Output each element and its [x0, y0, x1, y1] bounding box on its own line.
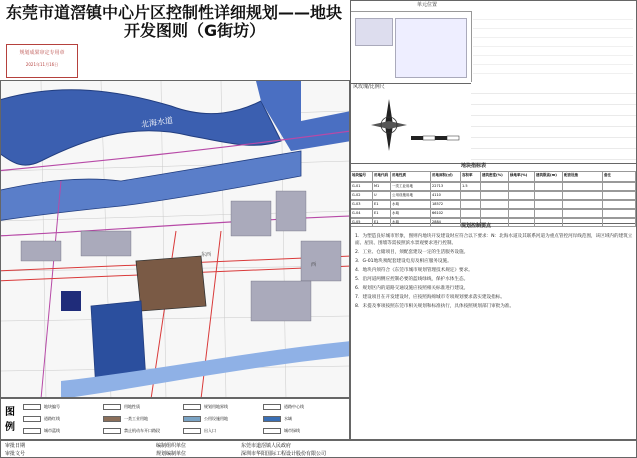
table-cell: [461, 201, 481, 209]
control-note: 7．建设项目在开发建设时，应按照海绵城市专项规划要求落实建设指标。: [355, 295, 505, 300]
table-cell: [535, 183, 563, 191]
scale-bar-icon: [411, 133, 466, 143]
legend-item: [263, 425, 343, 437]
legend-item: [23, 413, 103, 425]
table-cell: [563, 183, 603, 191]
table-cell: [535, 210, 563, 218]
table-cell: [603, 210, 636, 218]
control-note: 3．G-01地块须配套建设电房及相应服务设施。: [355, 259, 452, 264]
table-row: [351, 182, 636, 191]
legend-heading: 图 例: [5, 407, 15, 433]
table-cell: [509, 192, 535, 200]
footer-row1-label: 审批日期: [5, 443, 26, 449]
table-cell: 66102: [431, 210, 461, 218]
footer-row2-mid: 规划编制单位: [156, 451, 187, 457]
footer-row1-value: 东莞市道滘镇人民政府: [241, 443, 292, 449]
legend-swatch: [103, 428, 121, 434]
table-cell: [509, 201, 535, 209]
table-header-cell: 建筑限高(m): [535, 172, 563, 182]
table-cell: G-05: [351, 219, 373, 227]
table-cell: 水域: [391, 201, 431, 209]
control-note: 1．为塑造良好城市形象，图则内地块开发建设时应符合以下要求：N：北海水道及其联系河道为重点管控河岸线范围，该区域内的建筑立面、屋顶、围墙等需按照滨水景观要求进行控制。: [355, 234, 633, 246]
legend-label: 规划用地界线: [204, 404, 228, 409]
table-cell: 22713: [431, 183, 461, 191]
legend-label: 地块编号: [44, 404, 60, 409]
legend-label: 用地性质: [124, 404, 140, 409]
control-note: 6．规划区内的道路交通设施应按照相关标准进行建设。: [355, 286, 469, 291]
table-cell: [603, 192, 636, 200]
table-cell: U: [373, 192, 391, 200]
table-cell: M1: [373, 183, 391, 191]
table-cell: G-03: [351, 201, 373, 209]
unit-info-right: [473, 11, 633, 81]
right-panel: [350, 0, 637, 440]
table-header-cell: 备注: [603, 172, 636, 182]
table-cell: [481, 201, 509, 209]
table-cell: E1: [373, 219, 391, 227]
street-label-east-west: 东西: [201, 252, 212, 258]
table-cell: [481, 210, 509, 218]
legend-swatch: [263, 416, 281, 422]
table-header-cell: 用地面积(㎡): [431, 172, 461, 182]
table-cell: 水域: [391, 219, 431, 227]
legend-swatch: [103, 404, 121, 410]
map-area: [0, 80, 350, 398]
table-cell: [461, 192, 481, 200]
legend-label: 道路红线: [44, 416, 60, 421]
legend-item: [263, 413, 343, 425]
unit-map-thumb: [355, 18, 393, 46]
table-cell: G-04: [351, 210, 373, 218]
indicator-title: 地块指标表: [461, 163, 487, 169]
control-note: 8．未提及事项按照东莞市相关规划和标准执行，具体按照规划部门审批为准。: [355, 304, 515, 309]
control-notes: [355, 233, 633, 312]
legend-item: [263, 401, 343, 413]
footer: [0, 440, 637, 458]
wind-title: 风玫瑰/比例尺: [353, 84, 385, 90]
legend-label: 城市绿线: [284, 428, 300, 433]
legend-swatch: [23, 404, 41, 410]
legend-item: [103, 413, 183, 425]
indicator-section: [351, 163, 636, 224]
table-cell: [481, 183, 509, 191]
table-header-cell: 地块编号: [351, 172, 373, 182]
indicator-table: [351, 171, 636, 227]
title-line2: 开发图则（G街坊）: [124, 21, 266, 40]
table-cell: G-02: [351, 192, 373, 200]
page-title: [6, 4, 356, 40]
legend-item: [183, 401, 263, 413]
footer-row2-value: 深圳市华阳国际工程设计股份有限公司: [241, 451, 327, 457]
legend-swatch: [23, 428, 41, 434]
legend-label: 公用设施用地: [204, 416, 228, 421]
table-cell: [603, 201, 636, 209]
table-cell: 4110: [431, 192, 461, 200]
street-label-west: 西: [311, 262, 317, 268]
table-header-cell: 绿地率(%): [509, 172, 535, 182]
table-cell: [509, 210, 535, 218]
legend-label: 禁止机动车开口路段: [124, 428, 160, 433]
table-cell: [563, 201, 603, 209]
table-cell: [461, 210, 481, 218]
table-header-cell: 容积率: [461, 172, 481, 182]
table-cell: [535, 192, 563, 200]
table-header-cell: 建筑密度(%): [481, 172, 509, 182]
unit-map-thumb2: [395, 18, 467, 78]
legend-item: [183, 413, 263, 425]
unit-location-section: [351, 1, 636, 84]
table-cell: [563, 192, 603, 200]
control-note: 2．工业、仓储项目，须配套建设一定的生活服务设施。: [355, 250, 469, 255]
table-cell: 一类工业用地: [391, 183, 431, 191]
title-line1: 东莞市道滘镇中心片区控制性详细规划——地块: [6, 3, 343, 22]
legend-swatch: [183, 416, 201, 422]
table-cell: 18572: [431, 201, 461, 209]
legend-swatch: [23, 416, 41, 422]
control-title: 规划控制要点: [461, 223, 492, 229]
table-row: [351, 209, 636, 218]
legend-label: 水域: [284, 416, 292, 421]
unit-location-box: [351, 11, 472, 82]
table-header-row: [351, 171, 636, 182]
legend-swatch: [183, 428, 201, 434]
legend-swatch: [103, 416, 121, 422]
table-row: [351, 191, 636, 200]
legend-grid: [23, 401, 343, 439]
stamp-date: 2021年11月16日: [25, 62, 59, 67]
table-cell: [481, 192, 509, 200]
legend-item: [103, 425, 183, 437]
g-block-industrial: [136, 256, 206, 311]
legend: [0, 398, 350, 440]
table-cell: 2884: [431, 219, 461, 227]
table-cell: [535, 201, 563, 209]
legend-swatch: [183, 404, 201, 410]
footer-row1-mid: 编制组织单位: [156, 443, 187, 449]
wind-rose-icon: [369, 95, 409, 155]
control-section: [351, 223, 636, 439]
land-summary: [471, 83, 636, 164]
control-note: 4．地块内须符合《东莞市城市规划管理技术规定》要求。: [355, 268, 473, 273]
legend-swatch: [263, 428, 281, 434]
legend-label: 道路中心线: [284, 404, 304, 409]
table-cell: [563, 210, 603, 218]
legend-item: [23, 425, 103, 437]
legend-item: [23, 401, 103, 413]
table-header-cell: 用地性质: [391, 172, 431, 182]
legend-label: 出入口: [204, 428, 216, 433]
table-cell: 公用设施用地: [391, 192, 431, 200]
legend-item: [183, 425, 263, 437]
table-cell: [603, 183, 636, 191]
approval-stamp: [6, 44, 78, 78]
legend-label: 一类工业用地: [124, 416, 148, 421]
stamp-title: 规划成果审定专用章: [19, 50, 65, 56]
legend-label: 城市蓝线: [44, 428, 60, 433]
footer-row2-label: 审批文号: [5, 451, 26, 457]
river-label: 北海水道: [140, 115, 174, 130]
table-row: [351, 200, 636, 209]
unit-location-title: 单元位置: [417, 2, 438, 8]
table-cell: E1: [373, 210, 391, 218]
table-header-cell: 配套设施: [563, 172, 603, 182]
table-cell: 1.5: [461, 183, 481, 191]
table-cell: [509, 183, 535, 191]
table-cell: E1: [373, 201, 391, 209]
legend-item: [103, 401, 183, 413]
table-cell: G-01: [351, 183, 373, 191]
wind-section: [351, 83, 472, 164]
map-svg: [1, 81, 350, 398]
table-header-cell: 用地代码: [373, 172, 391, 182]
g-block-utility: [61, 291, 81, 311]
legend-swatch: [263, 404, 281, 410]
table-cell: 水域: [391, 210, 431, 218]
control-note: 5．沿河道两侧应控制必要的蓝线绿线，保护水体生态。: [355, 277, 469, 282]
